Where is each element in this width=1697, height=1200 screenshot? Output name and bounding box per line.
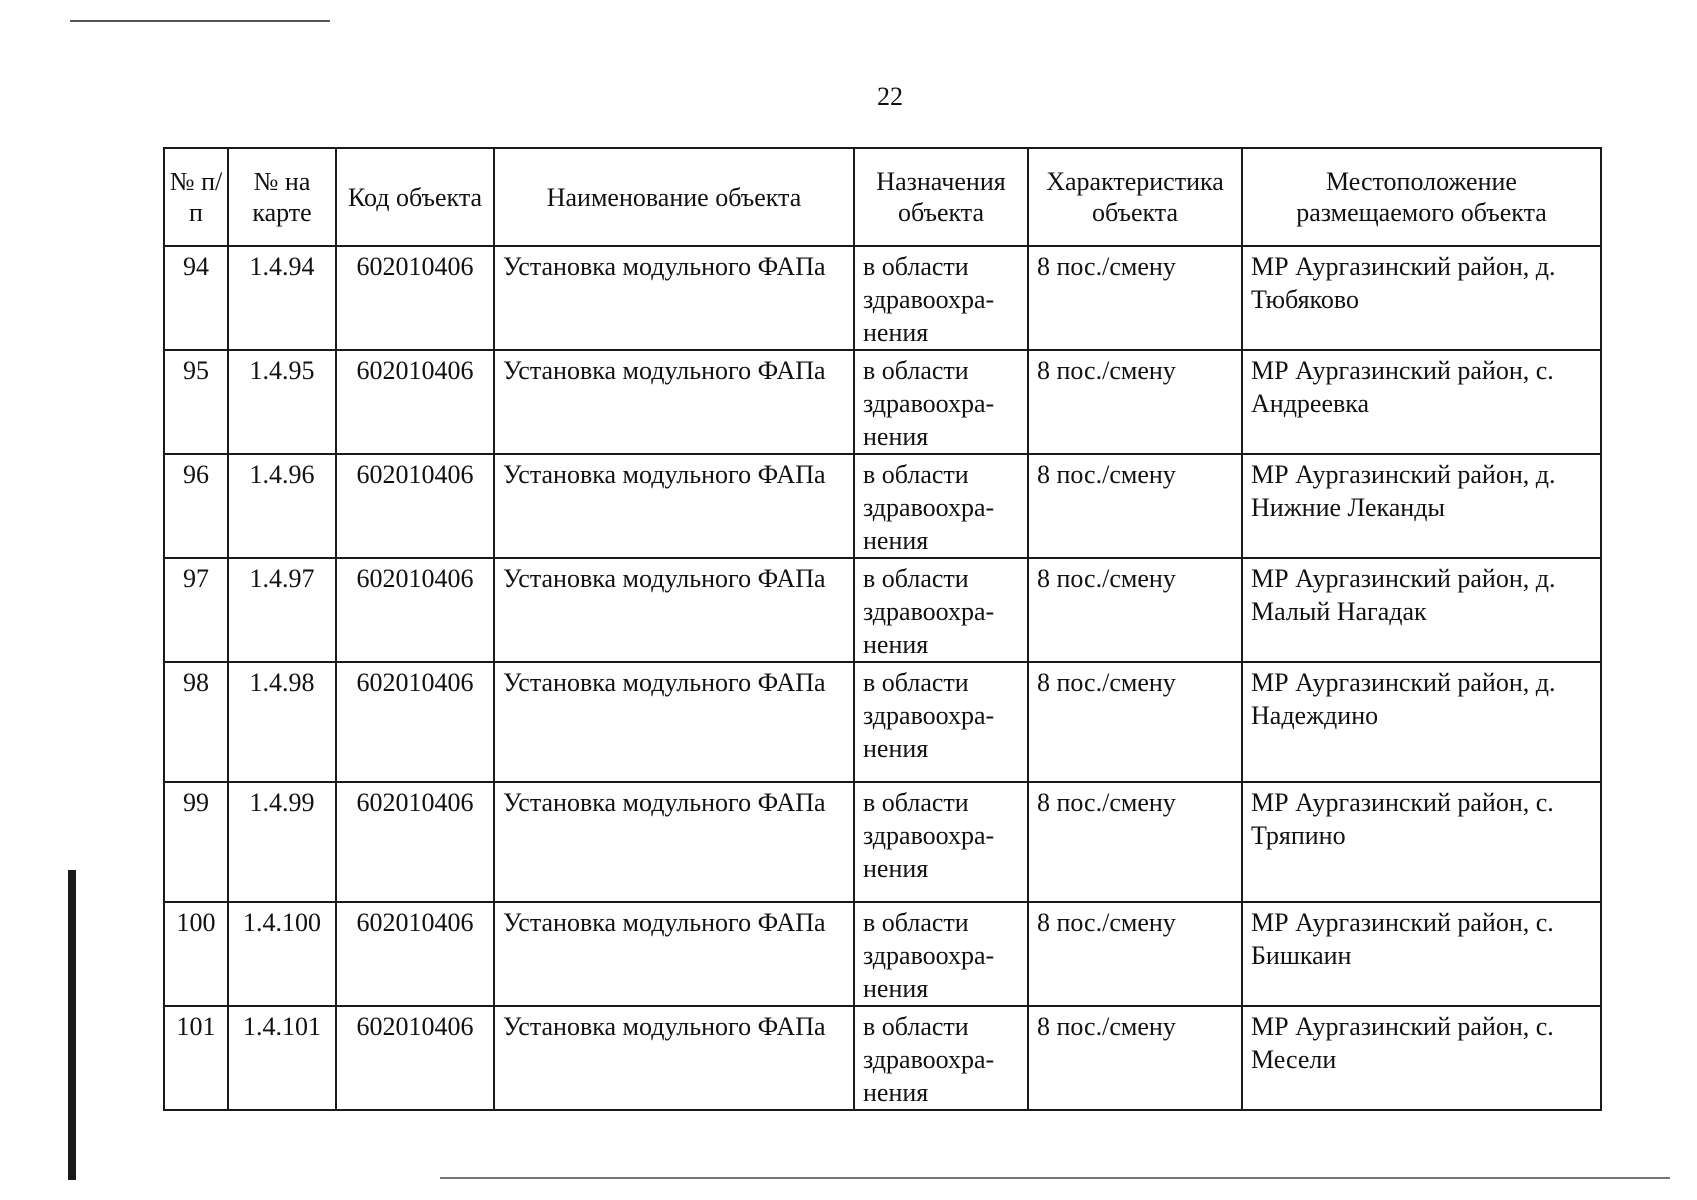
cell-object-name: Установка модульного ФАПа <box>494 350 854 454</box>
header-object-location: Местоположение размещаемого объекта <box>1242 148 1601 246</box>
cell-object-purpose: в области здравоохра-нения <box>854 454 1028 558</box>
cell-object-code: 602010406 <box>336 662 494 782</box>
table-row <box>164 902 1601 1006</box>
cell-object-code: 602010406 <box>336 1006 494 1110</box>
header-object-characteristic: Характеристика объекта <box>1028 148 1242 246</box>
cell-object-location: МР Аургазинский район, с. Тряпино <box>1242 782 1601 902</box>
cell-map-number: 1.4.100 <box>228 902 336 1006</box>
table-row <box>164 1006 1601 1110</box>
cell-object-location: МР Аургазинский район, д. Малый Нагадак <box>1242 558 1601 662</box>
cell-object-characteristic: 8 пос./смену <box>1028 246 1242 350</box>
cell-object-name: Установка модульного ФАПа <box>494 782 854 902</box>
table-row <box>164 454 1601 558</box>
header-object-code: Код объекта <box>336 148 494 246</box>
cell-object-purpose: в области здравоохра-нения <box>854 782 1028 902</box>
cell-object-code: 602010406 <box>336 782 494 902</box>
cell-map-number: 1.4.99 <box>228 782 336 902</box>
cell-map-number: 1.4.101 <box>228 1006 336 1110</box>
objects-table <box>163 147 1602 1111</box>
table-row <box>164 662 1601 782</box>
cell-object-name: Установка модульного ФАПа <box>494 902 854 1006</box>
cell-object-code: 602010406 <box>336 246 494 350</box>
cell-map-number: 1.4.98 <box>228 662 336 782</box>
table-row <box>164 558 1601 662</box>
cell-object-name: Установка модульного ФАПа <box>494 558 854 662</box>
cell-object-name: Установка модульного ФАПа <box>494 1006 854 1110</box>
cell-map-number: 1.4.96 <box>228 454 336 558</box>
cell-row-number: 94 <box>164 246 228 350</box>
cell-object-purpose: в области здравоохра-нения <box>854 902 1028 1006</box>
cell-row-number: 96 <box>164 454 228 558</box>
cell-object-purpose: в области здравоохра-нения <box>854 558 1028 662</box>
cell-object-name: Установка модульного ФАПа <box>494 246 854 350</box>
cell-object-name: Установка модульного ФАПа <box>494 454 854 558</box>
cell-object-code: 602010406 <box>336 902 494 1006</box>
cell-object-location: МР Аургазинский район, с. Месели <box>1242 1006 1601 1110</box>
page-number: 22 <box>877 82 903 111</box>
header-object-purpose: Назначения объекта <box>854 148 1028 246</box>
cell-map-number: 1.4.94 <box>228 246 336 350</box>
cell-object-purpose: в области здравоохра-нения <box>854 1006 1028 1110</box>
cell-object-purpose: в области здравоохра-нения <box>854 662 1028 782</box>
table-row <box>164 350 1601 454</box>
cell-row-number: 98 <box>164 662 228 782</box>
cell-object-purpose: в области здравоохра-нения <box>854 246 1028 350</box>
cell-object-location: МР Аургазинский район, с. Андреевка <box>1242 350 1601 454</box>
cell-object-characteristic: 8 пос./смену <box>1028 1006 1242 1110</box>
cell-row-number: 101 <box>164 1006 228 1110</box>
header-object-name: Наименование объекта <box>494 148 854 246</box>
header-row-number: № п/п <box>164 148 228 246</box>
table-header-row <box>164 148 1601 246</box>
cell-object-location: МР Аургазинский район, д. Нижние Леканды <box>1242 454 1601 558</box>
cell-object-name: Установка модульного ФАПа <box>494 662 854 782</box>
cell-object-characteristic: 8 пос./смену <box>1028 902 1242 1006</box>
cell-object-code: 602010406 <box>336 454 494 558</box>
cell-row-number: 100 <box>164 902 228 1006</box>
cell-object-purpose: в области здравоохра-нения <box>854 350 1028 454</box>
cell-map-number: 1.4.95 <box>228 350 336 454</box>
cell-object-location: МР Аургазинский район, д. Тюбяково <box>1242 246 1601 350</box>
cell-object-characteristic: 8 пос./смену <box>1028 350 1242 454</box>
scan-edge-top <box>70 20 330 22</box>
cell-object-characteristic: 8 пос./смену <box>1028 782 1242 902</box>
cell-object-characteristic: 8 пос./смену <box>1028 454 1242 558</box>
scan-edge-left <box>68 870 76 1180</box>
header-map-number: № на карте <box>228 148 336 246</box>
cell-object-characteristic: 8 пос./смену <box>1028 662 1242 782</box>
cell-object-characteristic: 8 пос./смену <box>1028 558 1242 662</box>
cell-object-code: 602010406 <box>336 558 494 662</box>
cell-object-code: 602010406 <box>336 350 494 454</box>
cell-row-number: 97 <box>164 558 228 662</box>
cell-row-number: 95 <box>164 350 228 454</box>
cell-row-number: 99 <box>164 782 228 902</box>
cell-object-location: МР Аургазинский район, с. Бишкаин <box>1242 902 1601 1006</box>
scan-edge-bottom <box>440 1177 1670 1179</box>
cell-map-number: 1.4.97 <box>228 558 336 662</box>
cell-object-location: МР Аургазинский район, д. Надеждино <box>1242 662 1601 782</box>
table-row <box>164 246 1601 350</box>
table-row <box>164 782 1601 902</box>
